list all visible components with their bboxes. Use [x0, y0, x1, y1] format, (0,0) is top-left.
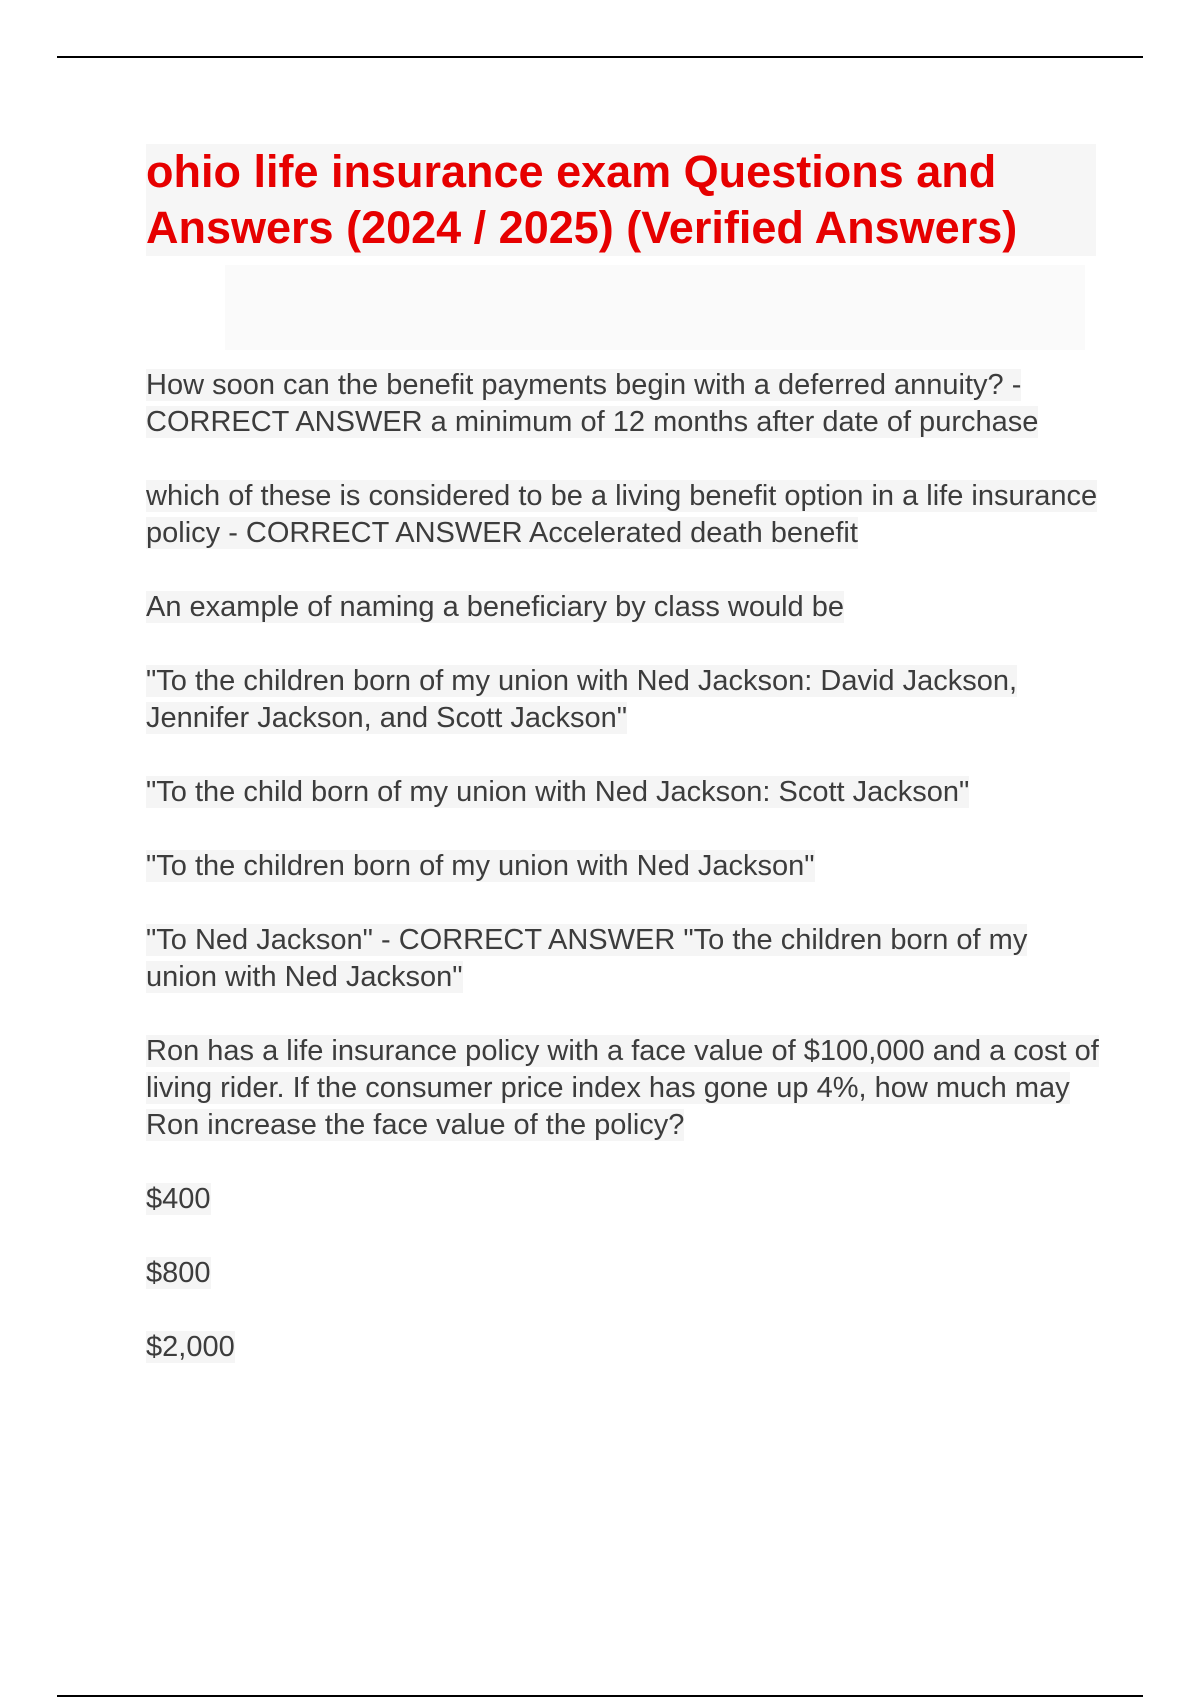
option-paragraph: "To the child born of my union with Ned Jackson: Scott Jackson" [146, 776, 970, 808]
question-paragraph: An example of naming a beneficiary by class would be [146, 591, 844, 623]
document-body [146, 367, 1106, 1403]
question-paragraph: How soon can the benefit payments begin with a deferred annuity? - CORRECT ANSWER a minimum of 12 months after date of purchase [146, 369, 1039, 438]
document-title [146, 144, 1096, 256]
option-paragraph: "To the children born of my union with Ned Jackson: David Jackson, Jennifer Jackson, and Scott Jackson" [146, 665, 1018, 734]
option-paragraph: $800 [146, 1257, 211, 1289]
question-paragraph: Ron has a life insurance policy with a face value of $100,000 and a cost of living rider. If the consumer price index has gone up 4%, how much may Ron increase the face value of the policy? [146, 1035, 1099, 1141]
option-paragraph: $2,000 [146, 1331, 235, 1363]
option-paragraph: $400 [146, 1183, 211, 1215]
answer-paragraph: "To Ned Jackson" - CORRECT ANSWER "To the children born of my union with Ned Jackson" [146, 924, 1028, 993]
top-rule [57, 56, 1143, 58]
title-line-1: ohio life insurance exam Questions and [146, 146, 997, 197]
bottom-rule [57, 1695, 1143, 1697]
title-line-2: Answers (2024 / 2025) (Verified Answers) [146, 202, 1018, 253]
option-paragraph: "To the children born of my union with Ned Jackson" [146, 850, 815, 882]
question-paragraph: which of these is considered to be a living benefit option in a life insurance policy - CORRECT ANSWER Accelerated death benefit [146, 480, 1098, 549]
title-shade [225, 265, 1085, 350]
